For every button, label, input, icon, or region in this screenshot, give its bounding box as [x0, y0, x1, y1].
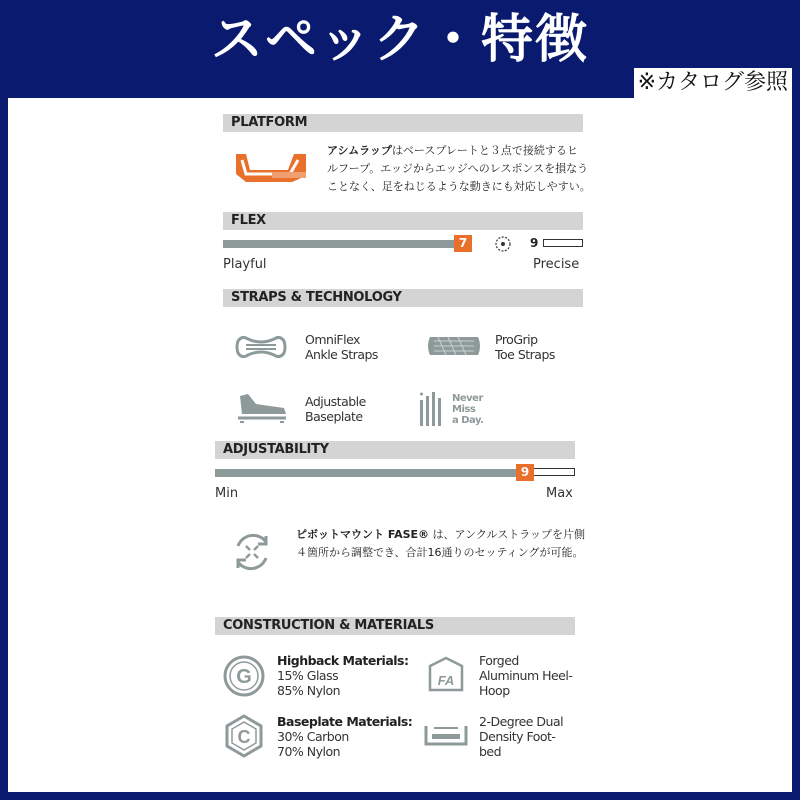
progrip-icon: [426, 333, 482, 359]
highback-title: Highback Materials:: [277, 653, 409, 668]
dual-density-line3: bed: [479, 744, 502, 759]
forged-aluminum-letters: FA: [437, 673, 455, 688]
pivot-line2: ４箇所から調整でき、合計16通りのセッティングが可能。: [296, 546, 584, 559]
forged-line2: Aluminum Heel-: [479, 668, 573, 683]
platform-heading: PLATFORM: [223, 114, 583, 132]
baseplate-title: Baseplate Materials:: [277, 714, 413, 729]
flex-heading: FLEX: [223, 212, 583, 230]
platform-icon: [232, 148, 312, 188]
glass-g-letter: G: [236, 666, 252, 688]
dual-density-icon: [424, 722, 468, 748]
never-miss-line2: Miss: [452, 404, 476, 415]
dual-density-line1: 2-Degree Dual: [479, 714, 564, 729]
platform-line1: はベースプレートと３点で接続するヒ: [391, 144, 578, 157]
forged-aluminum-icon: [428, 656, 464, 692]
baseplate-line2: 70% Nylon: [277, 744, 341, 759]
forged-line3: Hoop: [479, 683, 510, 698]
adjustability-min-label: Min: [215, 486, 239, 501]
progrip-line2: Toe Straps: [495, 347, 555, 362]
baseplate-line1: 30% Carbon: [277, 729, 349, 744]
flex-max-label: Precise: [533, 257, 580, 272]
flex-bar: [223, 240, 583, 248]
flex-min-label: Playful: [223, 257, 267, 272]
adjustability-empty: [532, 468, 575, 476]
omniflex-line2: Ankle Straps: [305, 347, 378, 362]
glass-g-icon: [222, 654, 266, 698]
highback-line2: 85% Nylon: [277, 683, 341, 698]
forged-line1: Forged: [479, 653, 519, 668]
progrip-line1: ProGrip: [495, 332, 538, 347]
catalog-note: ※カタログ参照: [634, 68, 792, 98]
flex-value: 7: [454, 235, 472, 252]
adjustable-line1: Adjustable: [305, 394, 366, 409]
straps-heading: STRAPS & TECHNOLOGY: [223, 289, 583, 307]
adjustability-value: 9: [516, 464, 534, 481]
flex-dial-icon: [494, 235, 512, 253]
never-miss-line3: a Day.: [452, 415, 484, 426]
page-title: スペック・特徴: [210, 10, 589, 70]
omniflex-line1: OmniFlex: [305, 332, 360, 347]
omniflex-icon: [234, 333, 288, 361]
pivot-bold: ピボットマウント FASE®: [296, 528, 430, 541]
carbon-c-letter: C: [237, 727, 251, 747]
platform-line2: ルフープ。エッジからエッジへのレスポンスを損なう: [327, 162, 589, 175]
dual-density-line2: Density Foot-: [479, 729, 556, 744]
flex-fill: [223, 240, 463, 248]
construction-heading: CONSTRUCTION & MATERIALS: [215, 617, 575, 635]
adjustability-fill: [215, 469, 520, 477]
adjustability-max-label: Max: [546, 486, 573, 501]
pivot-line1: は、アンクルストラップを片側: [429, 528, 585, 541]
flex-empty: [543, 239, 583, 247]
pivot-mount-icon: [230, 530, 274, 574]
highback-line1: 15% Glass: [277, 668, 339, 683]
adjustability-heading: ADJUSTABILITY: [215, 441, 575, 459]
baseplate-icon: [234, 390, 290, 424]
adjustable-line2: Baseplate: [305, 409, 363, 424]
never-miss-line1: Never: [452, 393, 483, 404]
carbon-c-icon: [222, 714, 266, 758]
platform-line3: ことなく、足をねじるような動きにも対応しやすい。: [327, 180, 591, 193]
platform-bold: アシムラップ: [327, 144, 392, 157]
flex-max: 9: [530, 236, 539, 250]
never-miss-icon: [418, 390, 448, 430]
